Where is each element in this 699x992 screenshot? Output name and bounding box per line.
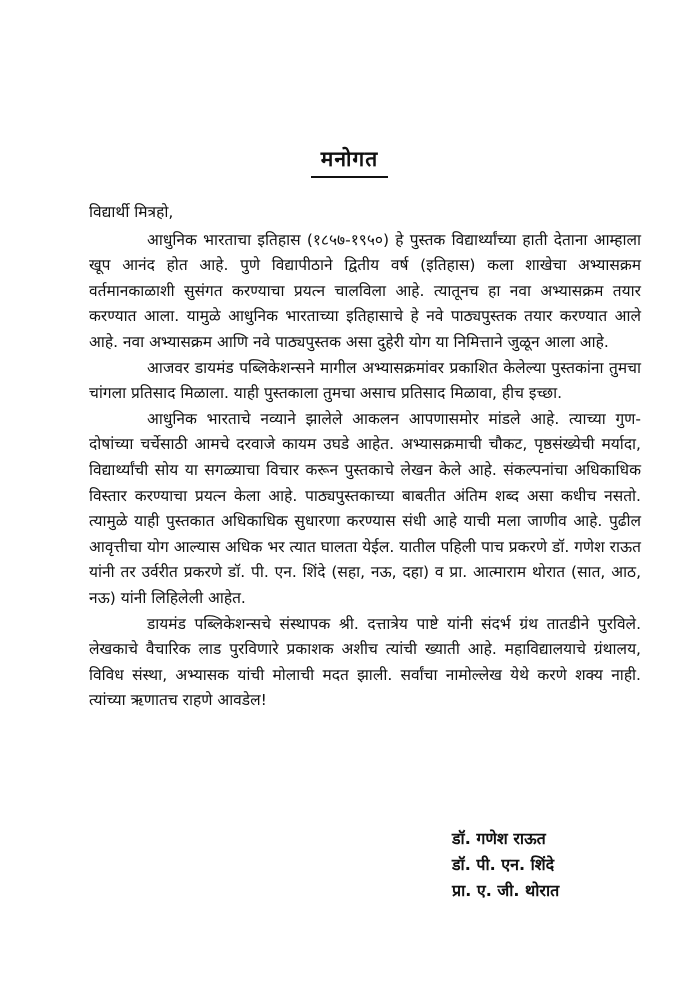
paragraph-4: डायमंड पब्लिकेशन्सचे संस्थापक श्री. दत्तात्रेय पाष्टे यांनी संदर्भ ग्रंथ तातडीने पुरविले. लेखकाचे वैचारिक लाड पुरविणारे प्रकाशक अशीच त्यांची ख्याती आहे. महाविद्यालयाचे ग्रंथालय, विविध संस्था, अभ्यासक यांची मोलाची मदत झाली. सर्वांचा नामोल्लेख येथे करणे शक्य नाही. त्यांच्या ऋणातच राहणे आवडेल! [89, 614, 641, 710]
page-title: मनोगत [311, 146, 388, 178]
signature-3: प्रा. ए. जी. थोरात [452, 881, 560, 900]
paragraph-1: आधुनिक भारताचा इतिहास (१८५७-१९५०) हे पुस्तक विद्यार्थ्यांच्या हाती देताना आम्हाला खूप आनंद होत आहे. पुणे विद्यापीठाने द्वितीय वर्ष (इतिहास) कला शाखेचा अभ्यासक्रम वर्तमानकाळाशी सुसंगत करण्याचा प्रयत्न चालविला आहे. त्यातूनच हा नवा अभ्यासक्रम तयार करण्यात आला. यामुळे आधुनिक भारताच्या इतिहासाचे हे नवे पाठ्यपुस्तक तयार करण्यात आले आहे. नवा अभ्यासक्रम आणि नवे पाठ्यपुस्तक असा दुहेरी योग या निमित्ताने जुळून आला आहे. [89, 230, 641, 351]
preface-body [89, 200, 641, 714]
signature-2: डॉ. पी. एन. शिंदे [452, 855, 555, 874]
salutation: विद्यार्थी मित्रहो, [89, 203, 174, 221]
paragraph-2: आजवर डायमंड पब्लिकेशन्सने मागील अभ्यासक्रमांवर प्रकाशित केलेल्या पुस्तकांना तुमचा चांगला प्रतिसाद मिळाला. याही पुस्तकाला तुमचा असाच प्रतिसाद मिळावा, हीच इच्छा. [89, 358, 641, 403]
paragraph-3: आधुनिक भारताचे नव्याने झालेले आकलन आपणासमोर मांडले आहे. त्याच्या गुण-दोषांच्या चर्चेसाठी आमचे दरवाजे कायम उघडे आहेत. अभ्यासक्रमाची चौकट, पृष्ठसंख्येची मर्यादा, विद्यार्थ्यांची सोय या सगळ्याचा विचार करून पुस्तकाचे लेखन केले आहे. संकल्पनांचा अधिकाधिक विस्तार करण्याचा प्रयत्न केला आहे. पाठ्यपुस्तकाच्या बाबतीत अंतिम शब्द असा कधीच नसतो. त्यामुळे याही पुस्तकात अधिकाधिक सुधारणा करण्यास संधी आहे याची मला जाणीव आहे. पुढील आवृत्तीचा योग आल्यास अधिक भर त्यात घालता येईल. यातील पहिली पाच प्रकरणे डॉ. गणेश राऊत यांनी तर उर्वरीत प्रकरणे डॉ. पी. एन. शिंदे (सहा, नऊ, दहा) व प्रा. आत्माराम थोरात (सात, आठ, नऊ) यांनी लिहिलेली आहेत. [89, 409, 641, 607]
author-signatures [452, 826, 559, 904]
signature-1: डॉ. गणेश राऊत [452, 829, 546, 848]
title-container [0, 146, 699, 178]
